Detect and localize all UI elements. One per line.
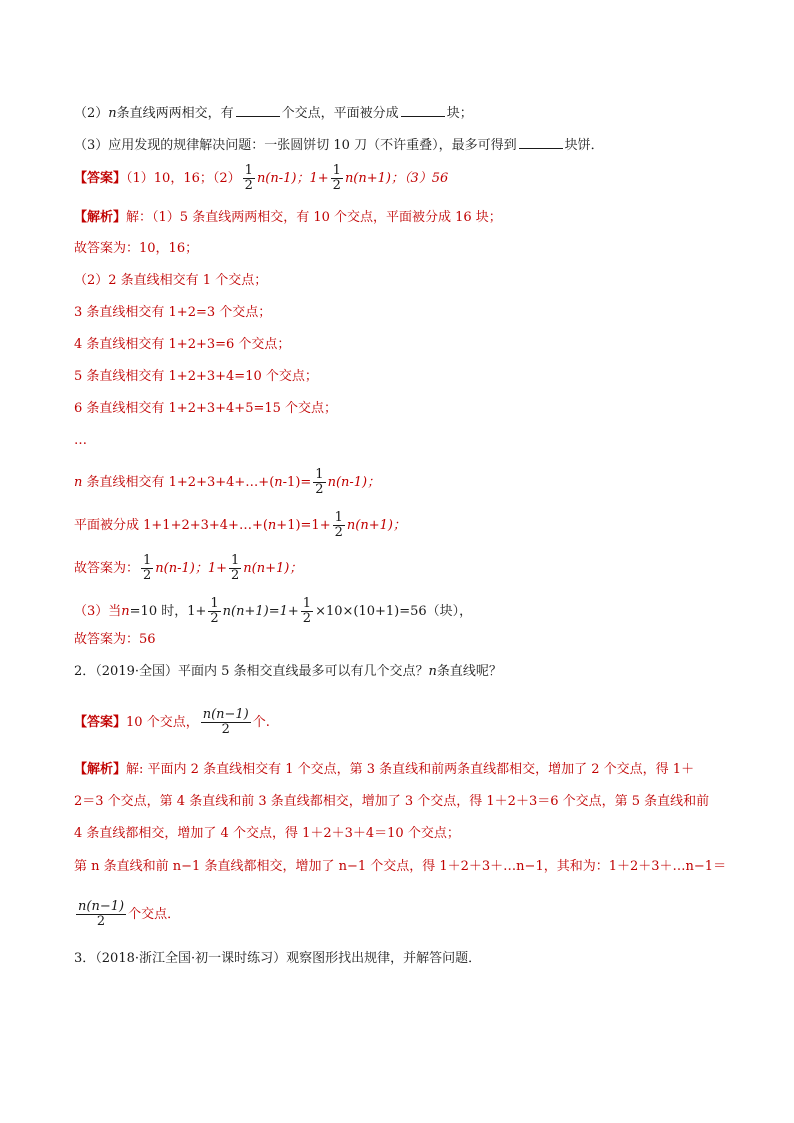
fraction-one-half: $\frac{1}{2}$: [143, 553, 152, 583]
fraction-one-half: $\frac{1}{2}$: [244, 163, 253, 193]
q1-part2-line: （2）n条直线两两相交，有 个交点，平面被分成 块；: [74, 106, 473, 121]
fraction-n-n-minus-1-over-2: $\frac{n(n-1)}{2}$: [78, 899, 125, 929]
q1-line-2: （2）2 条直线相交有 1 个交点；: [74, 273, 268, 288]
q2-analysis-line-3: 4 条直线都相交，增加了 4 个交点，得 1＋2＋3＋4＝10 个交点；: [74, 826, 460, 841]
fraction-one-half: $\frac{1}{2}$: [334, 510, 343, 540]
q1-answer-2: 故答案为： $\frac{1}{2}$ n(n-1)；1+ $\frac{1}{2}$ n(n+1)；: [74, 553, 303, 583]
answer-blank[interactable]: [236, 104, 280, 117]
q1-answer-3: 故答案为：56: [74, 632, 156, 647]
q1-general-line: n 条直线相交有 1+2+3+4+…+(n-1)= $\frac{1}{2}$ n(n-1)；: [74, 467, 381, 497]
fraction-one-half: $\frac{1}{2}$: [231, 553, 240, 583]
q3-stem: 3．（2018·浙江全国·初一课时练习）观察图形找出规律，并解答问题．: [74, 951, 482, 966]
q1-part3-line: （3）应用发现的规律解决问题：一张圆饼切 10 刀（不许重叠），最多可得到 块饼．: [74, 138, 604, 153]
q1-answer-1: 故答案为：10，16；: [74, 241, 199, 256]
q2-analysis-line-1: 【解析】解: 平面内 2 条直线相交有 1 个交点，第 3 条直线和前两条直线都相交，增加了 2 个交点，得 1＋: [74, 762, 695, 777]
answer-blank[interactable]: [519, 136, 563, 149]
analysis-tag: 【解析】: [74, 762, 127, 777]
q1-line-4: 4 条直线相交有 1+2+3=6 个交点；: [74, 337, 291, 352]
fraction-n-n-minus-1-over-2: $\frac{n(n-1)}{2}$: [202, 707, 249, 737]
q1-part3-solution: （3）当n=10 时，1+ $\frac{1}{2}$ n(n+1)=1+ $\frac{1}{2}$ ×10×(10+1)=56（块），: [74, 596, 473, 626]
answer-blank[interactable]: [401, 104, 445, 117]
q2-analysis-line-2: 2＝3 个交点，第 4 条直线和前 3 条直线都相交，增加了 3 个交点，得 1＋2＋3＝6 个交点，第 5 条直线和前: [74, 794, 710, 809]
fraction-one-half: $\frac{1}{2}$: [332, 163, 341, 193]
analysis-tag: 【解析】: [74, 210, 127, 225]
q1-analysis-line: 【解析】解：（1）5 条直线两两相交，有 10 个交点，平面被分成 16 块；: [74, 210, 502, 225]
fraction-one-half: $\frac{1}{2}$: [302, 596, 312, 626]
answer-tag: 【答案】: [74, 171, 127, 186]
q1-plane-line: 平面被分成 1+1+2+3+4+…+(n+1)=1+ $\frac{1}{2}$ n(n+1)；: [74, 510, 406, 540]
q2-stem: 2．（2019·全国）平面内 5 条相交直线最多可以有几个交点？n条直线呢？: [74, 664, 502, 679]
answer-tag: 【答案】: [74, 715, 127, 730]
q2-answer-line: 【答案】10 个交点， $\frac{n(n-1)}{2}$ 个.: [74, 707, 270, 737]
q2-analysis-line-4: 第 n 条直线和前 n−1 条直线都相交，增加了 n−1 个交点，得 1＋2＋3＋…n−1，其和为：1＋2＋3＋…n−1＝: [74, 859, 727, 874]
q1-ellipsis: …: [74, 433, 87, 448]
q2-analysis-line-5: $\frac{n(n-1)}{2}$ 个交点．: [78, 899, 181, 929]
fraction-one-half: $\frac{1}{2}$: [210, 596, 219, 626]
fraction-one-half: $\frac{1}{2}$: [315, 467, 324, 497]
q1-answer-line: 【答案】（1）10，16；（2） $\frac{1}{2}$ n(n-1)；1+ $\frac{1}{2}$ n(n+1)；（3）56: [74, 163, 449, 193]
q1-line-5: 5 条直线相交有 1+2+3+4=10 个交点；: [74, 369, 318, 384]
q1-line-6: 6 条直线相交有 1+2+3+4+5=15 个交点；: [74, 401, 338, 416]
q1-line-3: 3 条直线相交有 1+2=3 个交点；: [74, 305, 272, 320]
